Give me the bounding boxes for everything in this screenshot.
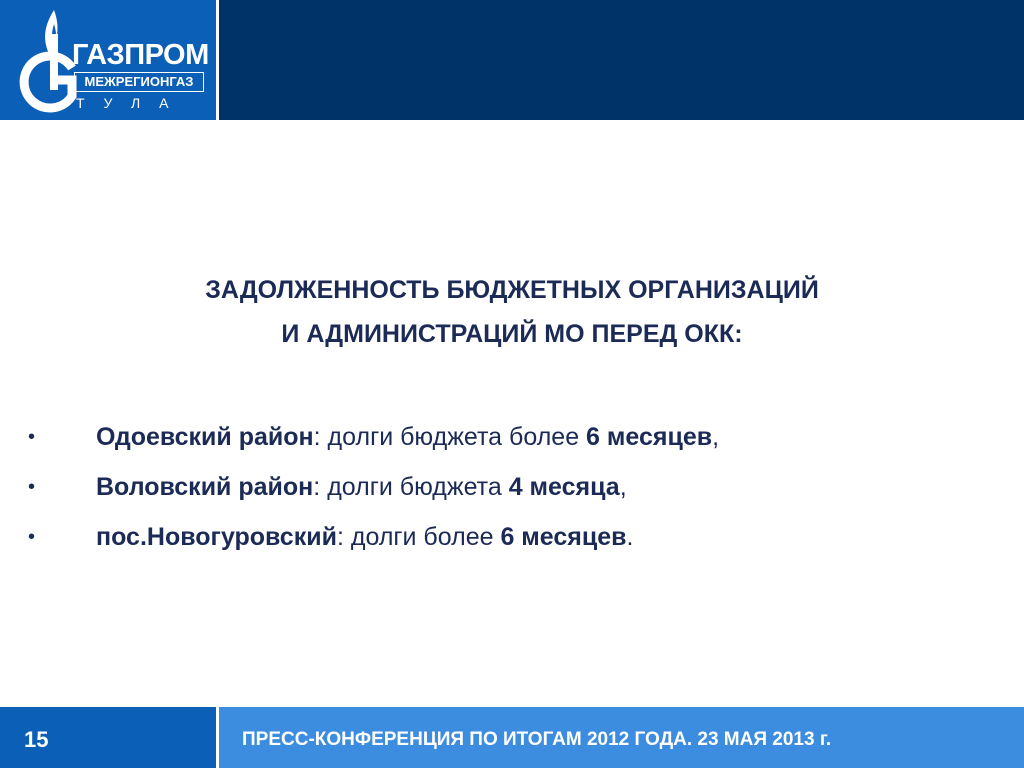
slide-title-line-2: И АДМИНИСТРАЦИЙ МО ПЕРЕД ОКК: — [281, 320, 743, 348]
punctuation: , — [712, 423, 720, 451]
debt-description: долги бюджета — [327, 473, 509, 501]
punctuation: . — [626, 523, 634, 551]
list-item-text — [96, 462, 627, 512]
bullet-marker: • — [28, 476, 36, 498]
district-name: Воловский район — [96, 473, 314, 501]
page-number-box — [0, 707, 216, 768]
slide-footer — [0, 707, 1024, 768]
list-item-text — [96, 512, 633, 562]
debt-duration: 6 месяцев — [586, 423, 713, 451]
list-item — [0, 512, 1024, 562]
list-item — [0, 462, 1024, 512]
debt-duration: 4 месяца — [508, 473, 620, 501]
list-item-text — [96, 412, 719, 462]
logo-wordmark: ГАЗПРОМ — [72, 39, 209, 71]
logo-division: МЕЖРЕГИОНГАЗ — [74, 72, 204, 92]
punctuation: , — [619, 473, 627, 501]
debt-list — [0, 412, 1024, 562]
page-number: 15 — [24, 727, 49, 752]
footer-divider — [216, 707, 219, 768]
district-name: Одоевский район — [96, 423, 314, 451]
separator: : — [313, 423, 328, 451]
bullet-marker: • — [28, 426, 36, 448]
slide-header — [0, 0, 1024, 120]
slide-title — [0, 268, 1024, 356]
separator: : — [313, 473, 328, 501]
header-divider — [216, 0, 219, 120]
debt-description: долги более — [350, 523, 501, 551]
list-item — [0, 412, 1024, 462]
slide-title-line-1: ЗАДОЛЖЕННОСТЬ БЮДЖЕТНЫХ ОРГАНИЗАЦИЙ — [205, 276, 819, 304]
debt-duration: 6 месяцев — [500, 523, 627, 551]
district-name: пос.Новогуровский — [96, 523, 337, 551]
debt-description: долги бюджета более — [327, 423, 587, 451]
footer-caption: ПРЕСС-КОНФЕРЕНЦИЯ ПО ИТОГАМ 2012 ГОДА. 23 МАЯ 2013 г. — [242, 729, 832, 750]
company-logo — [0, 0, 216, 120]
bullet-marker: • — [28, 526, 36, 548]
separator: : — [336, 523, 351, 551]
logo-city: ТУЛА — [76, 95, 188, 111]
